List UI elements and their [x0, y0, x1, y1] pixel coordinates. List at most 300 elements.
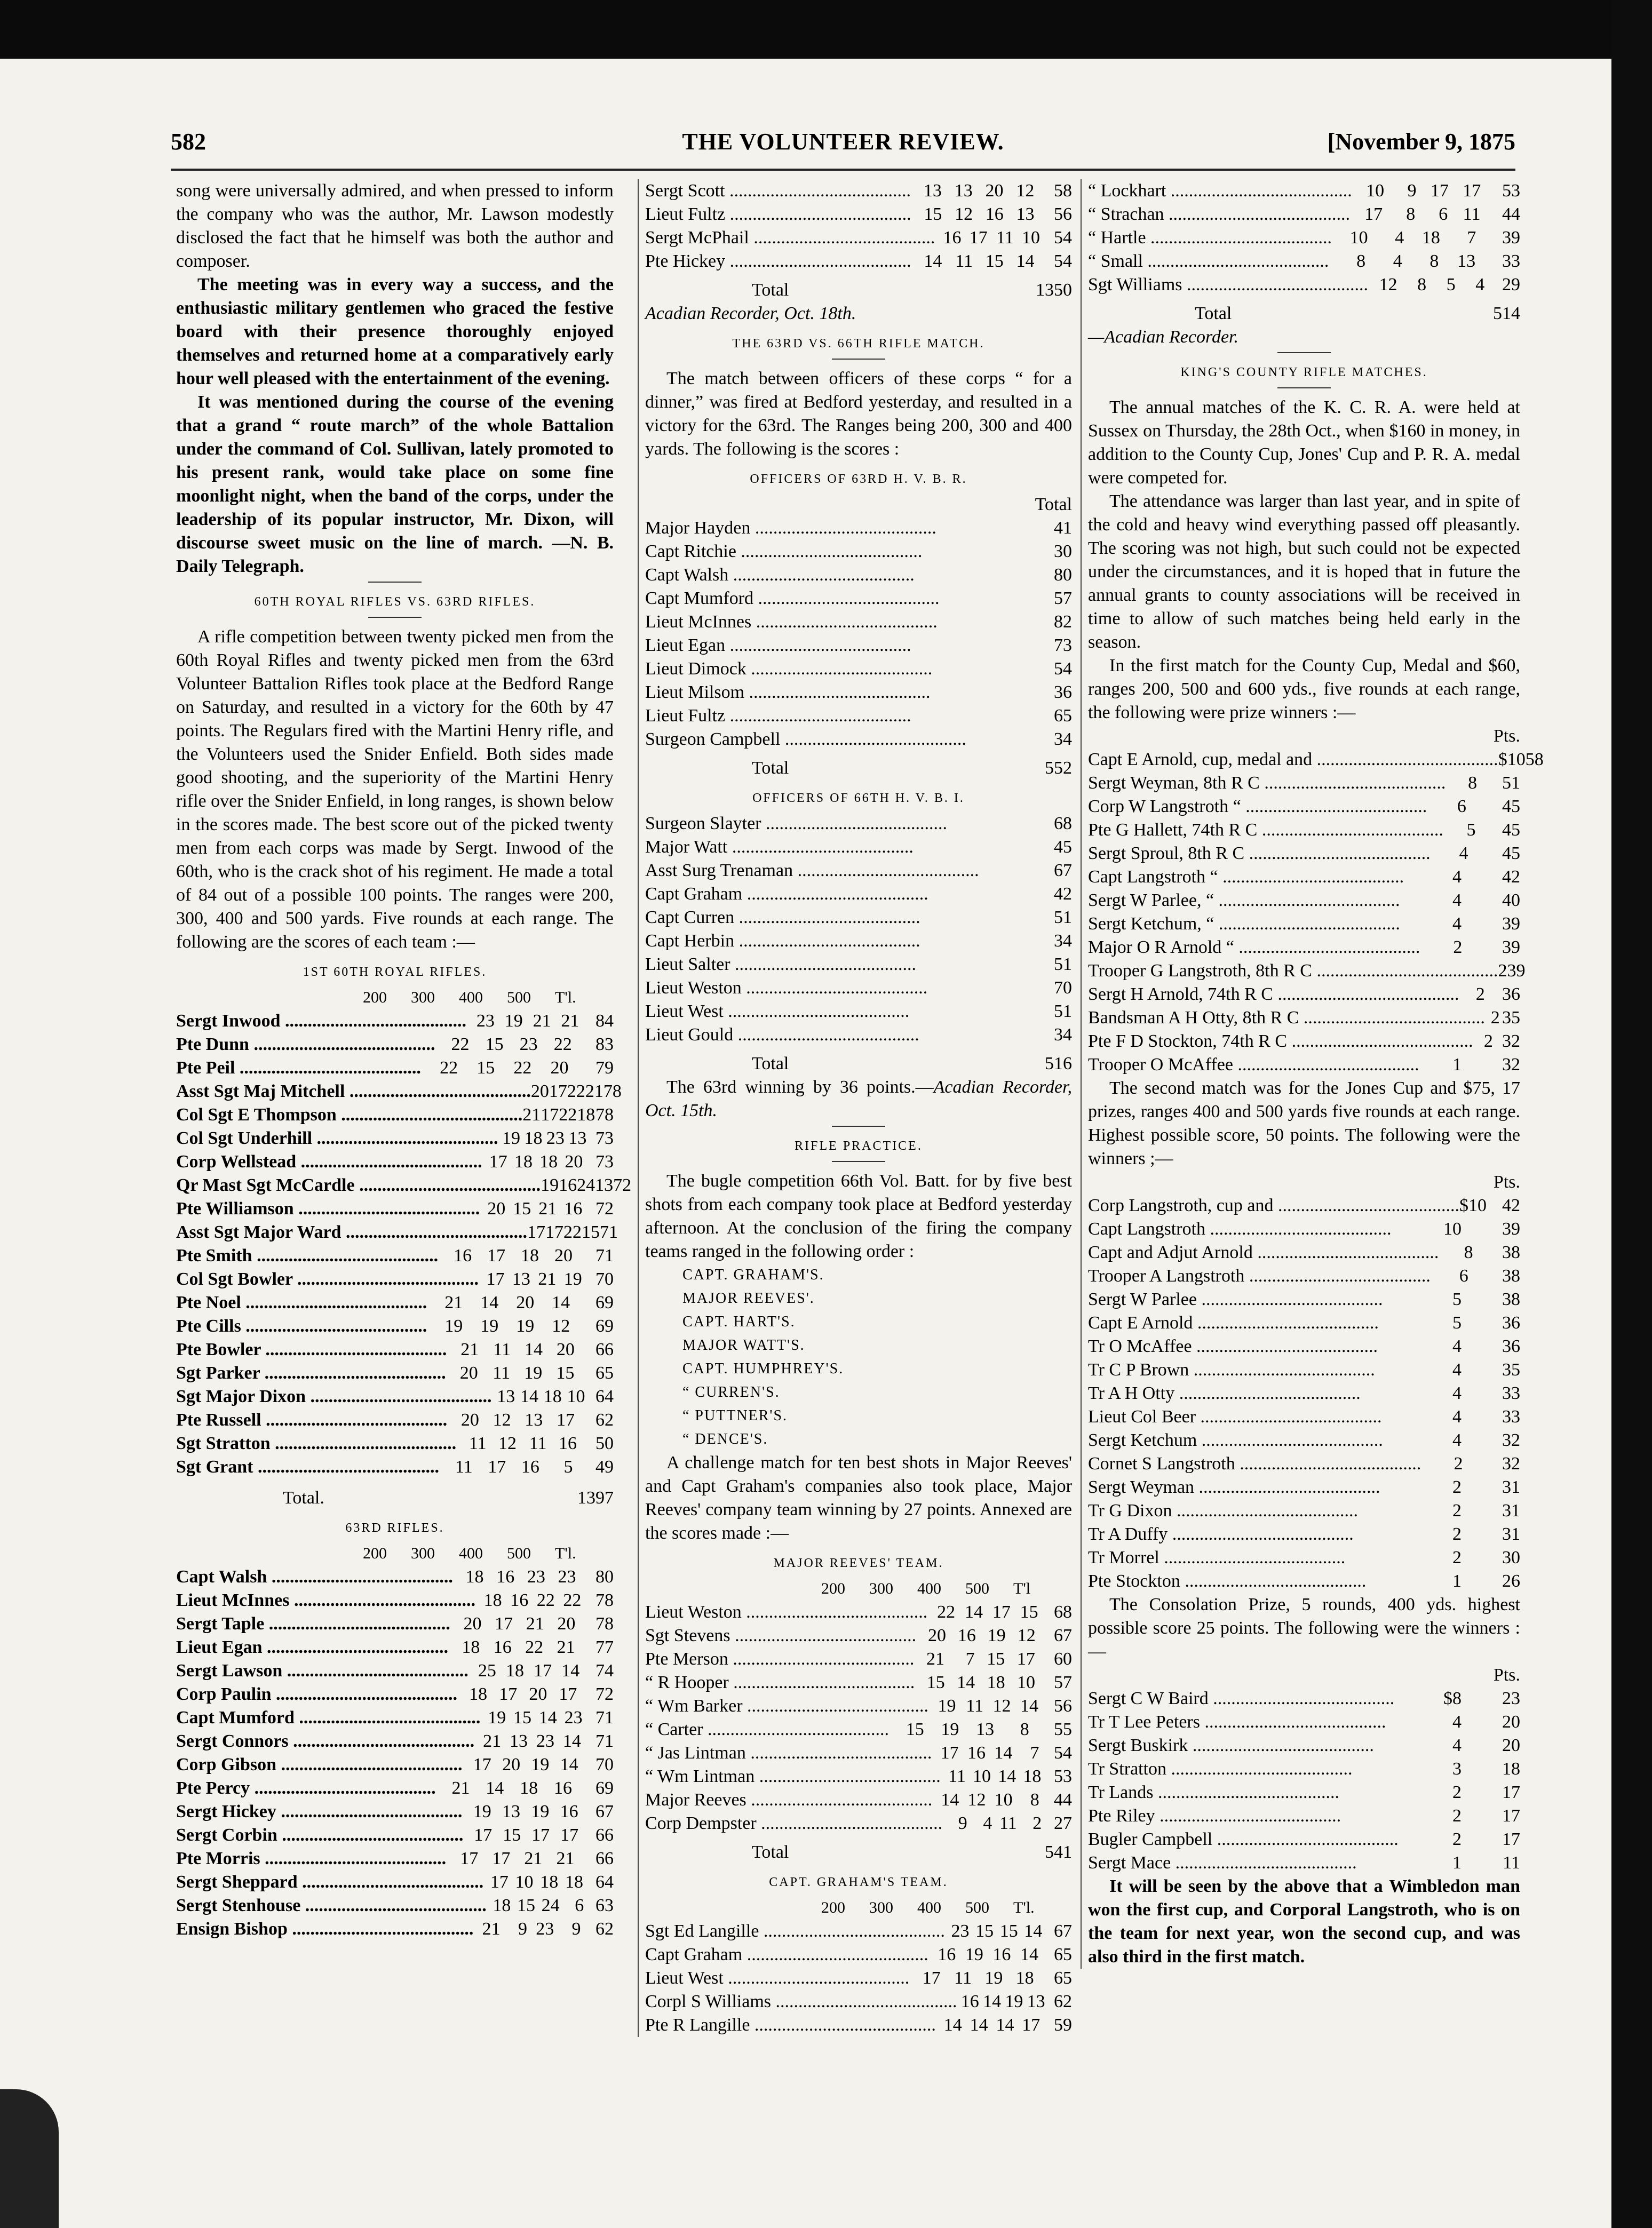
row-value: 31 — [1502, 1501, 1520, 1521]
row-value: 20 — [928, 1626, 947, 1645]
row-value: 62 — [1054, 1992, 1073, 2011]
paragraph: The meeting was in every way a success, and the enthusiastic military gentlemen who graced the festive board with their presence thoroughly enjoyed themselves and returned home at a comparatively early hour well pleased with the entertainment of the evening. — [176, 275, 614, 388]
table-row — [176, 1315, 614, 1338]
row-value: 13 — [512, 1269, 530, 1289]
row-name: Cornet S Langstroth ........................................ — [1088, 1454, 1421, 1474]
row-value: 17 — [922, 1968, 941, 1988]
row-value: 19 — [480, 1316, 499, 1336]
row-value: 73 — [1054, 635, 1072, 655]
row-name: Lieut Egan ........................................ — [645, 635, 911, 655]
row-value: 57 — [1053, 1673, 1072, 1692]
row-value: 82 — [1054, 612, 1072, 632]
table-header: Pts. — [1493, 1172, 1520, 1192]
row-value: 2 — [1498, 961, 1507, 981]
row-value: 18 — [462, 1637, 480, 1657]
table-row — [176, 1197, 614, 1221]
row-value: 20 — [460, 1410, 479, 1430]
table-row — [176, 1080, 622, 1103]
row-value: 35 — [1502, 1008, 1520, 1028]
row-value: 2 — [1452, 1829, 1462, 1849]
table-header: Pts. — [1493, 726, 1520, 746]
row-value: 13 — [1027, 1992, 1045, 2011]
table-row — [645, 1718, 1072, 1741]
row-value: 19 — [502, 1128, 520, 1148]
row-value: 33 — [1502, 251, 1520, 271]
row-value: 33 — [1502, 1407, 1520, 1427]
row-name: Major Watt ........................................ — [645, 837, 914, 857]
row-value: 17 — [992, 1602, 1011, 1622]
row-value: 38 — [1502, 1290, 1520, 1309]
row-value: 18 — [483, 1590, 502, 1610]
row-name: Sergt C W Baird ........................................ — [1088, 1689, 1395, 1708]
row-value: 68 — [1054, 814, 1072, 833]
row-value: 58 — [1054, 181, 1073, 201]
row-value: 15 — [513, 1708, 531, 1728]
row-name: “ Wm Lintman ........................................ — [645, 1767, 941, 1786]
table-row — [1088, 1006, 1520, 1030]
table-row — [1088, 1523, 1520, 1546]
row-value: 20 — [530, 1081, 549, 1101]
row-value: 23 — [1502, 1689, 1520, 1708]
table-row — [176, 1683, 614, 1706]
row-value: 17 — [1430, 181, 1449, 201]
row-name: Capt Mumford ........................................ — [645, 588, 940, 608]
row-value: 41 — [1054, 518, 1072, 538]
row-value: 8 — [1406, 204, 1416, 224]
row-value: 56 — [1053, 1696, 1072, 1716]
row-value: 11 — [529, 1434, 547, 1453]
row-value: 21 — [460, 1340, 479, 1359]
row-value: 10 — [1021, 228, 1040, 248]
section-divider — [1277, 387, 1331, 388]
row-value: 44 — [1502, 204, 1521, 224]
row-value: 21 — [483, 1731, 502, 1751]
section-title: THE 63RD VS. 66TH RIFLE MATCH. — [732, 337, 985, 351]
row-value: 16 — [559, 1175, 577, 1195]
row-name: Sergt H Arnold, 74th R C ........................................ — [1088, 984, 1459, 1004]
row-value: 14 — [562, 1731, 581, 1751]
table-row — [176, 1056, 614, 1080]
row-value: 49 — [595, 1457, 614, 1477]
page-number: 582 — [171, 129, 206, 155]
row-value: 16 — [943, 228, 962, 248]
team-title: OFFICERS OF 66TH H. V. B. I. — [752, 791, 965, 805]
table-row — [176, 1432, 614, 1455]
row-name: Lieut Weston ........................................ — [645, 1602, 928, 1622]
row-value: 12 — [1017, 1626, 1036, 1645]
row-value: 51 — [1054, 954, 1072, 974]
row-value: 11 — [954, 1968, 972, 1988]
row-value: 11 — [1463, 204, 1481, 224]
row-value: 4 — [1452, 1336, 1462, 1356]
row-name: Surgeon Campbell ........................................ — [645, 729, 966, 749]
row-name: Sergt Ketchum ........................................ — [1088, 1430, 1383, 1450]
row-name: Sgt Major Dixon ........................................ — [176, 1387, 492, 1406]
row-value: 83 — [595, 1035, 614, 1054]
source-credit: —Acadian Recorder. — [1088, 327, 1239, 347]
column-2 — [638, 179, 1072, 2037]
row-name: “ Hartle ........................................ — [1088, 228, 1332, 248]
row-value: 18 — [565, 1872, 583, 1892]
page-title: THE VOLUNTEER REVIEW. — [682, 129, 1004, 155]
row-value: 72 — [595, 1684, 614, 1704]
row-name: “ Carter ........................................ — [645, 1720, 889, 1739]
row-value: 15 — [517, 1896, 536, 1915]
row-value: 19 — [444, 1316, 463, 1336]
row-name: Lieut Milsom ........................................ — [645, 682, 931, 702]
row-value: 13 — [525, 1410, 543, 1430]
row-value: 18 — [1502, 1759, 1520, 1779]
row-name: Capt E Arnold ........................................ — [1088, 1313, 1379, 1333]
row-value: 62 — [595, 1410, 614, 1430]
row-value: 20 — [487, 1199, 506, 1219]
paragraph: A rifle competition between twenty picked men from the 60th Royal Rifles and twenty picked men from the 63rd Volunteer Battalion Rifles took place at the Bedford Range on Saturday, and resulted in a victory for the 60th by 47 points. The Regulars fired with the Martini Henry rifle, and the Volunteers used the Snider Enfield. Both sides made good shooting, and the superiority of the Martini Henry rifle over the Snider Enfield, in long ranges, is shown below in the scores made. The best score out of the picked twenty men from each corps was made by Sergt. Inwood of the 60th, who is the crack shot of his regiment. He made a total of 84 out of a possible 100 points. The ranges were 200, 300, 400 and 500 yards. Five rounds at each range. The following are the scores of each team :— — [176, 627, 614, 952]
row-value: 45 — [1502, 797, 1520, 816]
row-name: Tr A H Otty ........................................ — [1088, 1383, 1361, 1403]
row-name: Tr Morrel ........................................ — [1088, 1548, 1346, 1567]
scan-top-border — [0, 0, 1652, 59]
row-value: 2 — [1453, 937, 1463, 957]
row-value: 65 — [1053, 1945, 1072, 1964]
row-name: Lieut Gould ........................................ — [645, 1025, 919, 1045]
paragraph: It will be seen by the above that a Wimbledon man won the first cup, and Corporal Langstroth, who is on the team for next year, won the second cup, and was also third in the first match. — [1088, 1876, 1520, 1967]
row-value: 14 — [525, 1340, 543, 1359]
row-value: 17 — [1502, 1829, 1520, 1849]
row-value: 11 — [493, 1363, 510, 1383]
row-name: Sergt Buskirk ........................................ — [1088, 1736, 1374, 1755]
prize-table — [1088, 1194, 1520, 1593]
row-value: 18 — [514, 1152, 533, 1172]
table-row — [645, 1601, 1072, 1624]
row-value: 17 — [1463, 181, 1481, 201]
row-value: 64 — [595, 1387, 614, 1406]
prize-table — [1088, 1687, 1520, 1875]
row-value: 4 — [1452, 867, 1462, 887]
row-value: 42 — [1054, 884, 1072, 904]
row-value: 3 — [1452, 1759, 1462, 1779]
row-value: 8 — [1030, 1790, 1039, 1810]
row-name: Capt Walsh ........................................ — [176, 1567, 453, 1587]
row-value: 19 — [563, 1269, 582, 1289]
row-value: 33 — [1502, 1383, 1520, 1403]
row-value: 8 — [1020, 1720, 1029, 1739]
paragraph: A challenge match for ten best shots in Major Reeves' and Capt Graham's companies also took place, Major Reeves' company team winning by 27 points. Annexed are the scores made :— — [645, 1453, 1072, 1543]
row-value: 2 — [1452, 1548, 1462, 1567]
row-name: Pte Bowler ........................................ — [176, 1340, 447, 1359]
row-value: 13 — [954, 181, 973, 201]
table-row — [176, 1455, 614, 1479]
table-row — [176, 1009, 614, 1033]
row-value: 17 — [1364, 204, 1383, 224]
row-name: Capt Herbin ........................................ — [645, 931, 920, 951]
table-row — [1088, 1687, 1520, 1710]
row-name: Pte Noel ........................................ — [176, 1293, 427, 1312]
row-value: 14 — [1016, 251, 1035, 271]
row-value: 11 — [996, 228, 1014, 248]
table-row — [176, 1871, 614, 1894]
row-value: 45 — [1502, 820, 1520, 840]
row-value: 2 — [1452, 1524, 1462, 1544]
row-value: 14 — [998, 1767, 1016, 1786]
table-row — [1088, 795, 1520, 818]
paragraph: It was mentioned during the course of the evening that a grand “ route march” of the whole Battalion under the command of Col. Sullivan, lately promoted to his present rank, would take place on some fine moonlight night, when the band of the corps, under the leadership of its popular instructor, Mr. Dixon, will discourse sweet music on the line of march. —N. B. Daily Telegraph. — [176, 392, 614, 576]
row-value: 20 — [550, 1058, 569, 1078]
row-value: 19 — [987, 1626, 1006, 1645]
row-value: 14 — [561, 1661, 580, 1681]
row-value: 1 — [1452, 1571, 1462, 1591]
row-value: 26 — [1502, 1571, 1520, 1591]
row-value: 22 — [513, 1058, 532, 1078]
row-value: 13 — [502, 1802, 521, 1821]
row-value: 13 — [923, 181, 942, 201]
table-header: 200 300 400 500 T'l. — [363, 1545, 576, 1562]
row-value: 14 — [520, 1387, 539, 1406]
table-row — [645, 1920, 1072, 1943]
score-table — [1088, 179, 1520, 297]
row-value: 8 — [1464, 1243, 1473, 1262]
row-name: Sgt Williams ........................................ — [1088, 275, 1369, 295]
row-name: Capt Langstroth “ ........................................ — [1088, 867, 1404, 887]
header-rule — [171, 169, 1515, 171]
row-value: 78 — [595, 1614, 614, 1634]
row-value: 79 — [595, 1058, 614, 1078]
row-value: 2 — [1475, 984, 1485, 1004]
row-value: 15 — [476, 1058, 495, 1078]
paragraph: The Consolation Prize, 5 rounds, 400 yds. highest possible score 25 points. The following were the winners :— — [1088, 1595, 1520, 1661]
row-value: 22 — [559, 1105, 577, 1125]
row-value: 4 — [1395, 228, 1404, 248]
row-name: Lieut McInnes ........................................ — [176, 1590, 475, 1610]
row-value: 4 — [1393, 251, 1402, 271]
row-value: 63 — [595, 1896, 614, 1915]
row-name: “ R Hooper ........................................ — [645, 1673, 915, 1692]
row-value: 16 — [960, 1992, 979, 2011]
row-value: 2 — [1452, 1806, 1462, 1826]
row-value: $10 — [1498, 750, 1526, 769]
team-title: CAPT. GRAHAM'S TEAM. — [769, 1875, 948, 1889]
row-value: 23 — [558, 1567, 576, 1587]
row-name: “ Small ........................................ — [1088, 251, 1329, 271]
row-value: 54 — [1054, 1743, 1072, 1763]
row-name: Tr G Dixon ........................................ — [1088, 1501, 1358, 1521]
table-row — [176, 1291, 614, 1315]
row-value: 5 — [1452, 1313, 1462, 1333]
row-value: 5 — [1446, 275, 1456, 295]
row-name: Pte Peil ........................................ — [176, 1058, 421, 1078]
row-value: 23 — [536, 1919, 554, 1939]
row-name: Sergt Hickey ........................................ — [176, 1802, 463, 1821]
row-name: Lieut Weston ........................................ — [645, 978, 928, 998]
row-name: “ Wm Barker ........................................ — [645, 1696, 929, 1716]
row-value: 17 — [969, 228, 988, 248]
table-row — [1088, 959, 1526, 983]
row-value: 15 — [581, 1222, 600, 1242]
table-row — [645, 976, 1072, 1000]
row-value: 34 — [1054, 1025, 1072, 1045]
row-value: 74 — [595, 1661, 614, 1681]
row-value: 51 — [1502, 773, 1520, 793]
table-row — [1088, 1311, 1520, 1335]
row-value: 14 — [964, 1602, 983, 1622]
row-value: 70 — [1054, 978, 1072, 998]
row-value: 17 — [1022, 2015, 1041, 2035]
score-table — [176, 1009, 632, 1479]
row-value: 32 — [1502, 1430, 1520, 1450]
table-row — [645, 882, 1072, 906]
table-row — [645, 681, 1072, 704]
table-row — [645, 226, 1072, 250]
row-value: 20 — [502, 1755, 521, 1775]
row-name: Lieut Fultz ........................................ — [645, 204, 911, 224]
row-value: 17 — [489, 1152, 507, 1172]
row-value: 65 — [1054, 706, 1072, 726]
team-order-item: “ PUTTNER'S. — [682, 1407, 788, 1424]
table-total-row: Total. 1397 — [283, 1488, 614, 1508]
row-name: Pte Merson ........................................ — [645, 1649, 915, 1669]
row-value: 23 — [951, 1921, 970, 1941]
row-name: Capt Ritchie ........................................ — [645, 542, 923, 561]
table-row — [176, 1565, 614, 1589]
row-name: Sergt McPhail ........................................ — [645, 228, 935, 248]
table-row — [176, 1917, 614, 1941]
row-name: Sgt Stratton ........................................ — [176, 1434, 457, 1453]
table-row — [645, 587, 1072, 610]
row-value: 8 — [1356, 251, 1366, 271]
row-value: 18 — [577, 1105, 595, 1125]
row-name: Lieut Salter ........................................ — [645, 954, 917, 974]
table-row — [176, 1847, 614, 1871]
row-value: 20 — [556, 1340, 575, 1359]
row-value: 67 — [1054, 1921, 1073, 1941]
table-row — [1088, 1757, 1520, 1781]
row-name: Capt and Adjut Arnold ........................................ — [1088, 1243, 1439, 1262]
row-value: 22 — [563, 1222, 582, 1242]
table-row — [176, 1338, 614, 1362]
row-value: 7 — [1030, 1743, 1039, 1763]
row-name: Capt Graham ........................................ — [645, 1945, 928, 1964]
section-divider — [832, 1161, 885, 1162]
row-value: 18 — [1421, 228, 1440, 248]
row-value: 4 — [983, 1813, 992, 1833]
section-title: RIFLE PRACTICE. — [795, 1139, 923, 1153]
row-value: 19 — [984, 1968, 1003, 1988]
row-value: 18 — [520, 1778, 538, 1798]
table-row — [1088, 936, 1520, 959]
table-row — [645, 563, 1072, 587]
row-value: 17 — [460, 1849, 479, 1868]
row-value: 14 — [970, 2015, 988, 2035]
row-value: 14 — [943, 2015, 962, 2035]
table-row — [1088, 771, 1520, 795]
row-value: 14 — [486, 1778, 504, 1798]
row-name: Trooper A Langstroth ........................................ — [1088, 1266, 1431, 1286]
row-value: 2 — [1490, 1008, 1500, 1028]
row-value: 18 — [1023, 1767, 1042, 1786]
score-table — [645, 1601, 1072, 1835]
row-value: 19 — [531, 1755, 550, 1775]
row-name: Sgt Stevens ........................................ — [645, 1626, 917, 1645]
table-row — [1088, 1264, 1520, 1288]
table-row — [176, 1174, 632, 1197]
row-value: 2 — [1032, 1813, 1042, 1833]
row-name: Sergt Sproul, 8th R C ........................................ — [1088, 844, 1431, 863]
row-value: 18 — [493, 1896, 511, 1915]
table-total-row: Total 514 — [1195, 304, 1520, 323]
row-value: 20 — [985, 181, 1004, 201]
row-value: 2 — [1452, 1783, 1462, 1802]
table-row — [645, 1943, 1072, 1967]
row-value: 34 — [1054, 931, 1072, 951]
row-value: 45 — [1054, 837, 1072, 857]
row-value: 39 — [1502, 1219, 1520, 1239]
table-row — [645, 1812, 1072, 1835]
row-name: Sergt Inwood ........................................ — [176, 1011, 467, 1031]
row-value: $8 — [1443, 1689, 1462, 1708]
page-date: [November 9, 1875 — [1327, 129, 1515, 155]
team-title: MAJOR REEVES' TEAM. — [773, 1556, 944, 1570]
row-value: 30 — [1502, 1548, 1520, 1567]
row-value: 14 — [957, 1673, 975, 1692]
table-row — [645, 634, 1072, 657]
row-name: Sergt Stenhouse ........................................ — [176, 1896, 487, 1915]
row-value: 53 — [1053, 1767, 1072, 1786]
row-value: 22 — [553, 1035, 572, 1054]
table-row — [645, 1967, 1072, 1990]
row-name: Pte Cills ........................................ — [176, 1316, 427, 1336]
row-value: 4 — [1452, 1407, 1462, 1427]
row-value: 16 — [558, 1434, 577, 1453]
row-name: Bugler Campbell ........................................ — [1088, 1829, 1399, 1849]
row-value: 7 — [965, 1649, 975, 1669]
row-value: 20 — [565, 1152, 583, 1172]
row-name: “ Strachan ........................................ — [1088, 204, 1351, 224]
row-name: Capt E Arnold, cup, medal and ........................................ — [1088, 750, 1498, 769]
row-value: 23 — [519, 1035, 538, 1054]
row-value: 10 — [994, 1790, 1013, 1810]
row-value: 18 — [543, 1387, 562, 1406]
row-value: 11 — [468, 1434, 487, 1453]
table-row — [645, 728, 1072, 751]
row-name: Sergt Ketchum, “ ........................................ — [1088, 914, 1400, 934]
table-row — [645, 2014, 1072, 2037]
row-value: 15 — [999, 1921, 1018, 1941]
row-value: 21 — [538, 1199, 557, 1219]
row-value: 2 — [1454, 1454, 1463, 1474]
row-value: 17 — [1502, 1806, 1520, 1826]
row-value: 19 — [1005, 1992, 1023, 2011]
row-value: 1 — [1452, 1055, 1462, 1075]
row-value: 11 — [493, 1340, 511, 1359]
column-3 — [1081, 179, 1544, 1969]
table-row — [1088, 865, 1520, 889]
table-row — [1088, 1288, 1520, 1311]
row-name: Pte Stockton ........................................ — [1088, 1571, 1367, 1591]
row-value: 2 — [1483, 1031, 1493, 1051]
row-name: Capt Mumford ........................................ — [176, 1708, 481, 1728]
row-value: 19 — [938, 1696, 956, 1716]
row-value: 58 — [1525, 750, 1544, 769]
table-row — [645, 1023, 1072, 1047]
row-name: Major Hayden ........................................ — [645, 518, 936, 538]
table-row — [645, 1671, 1072, 1694]
row-value: 77 — [595, 1637, 614, 1657]
table-row — [176, 1894, 614, 1917]
table-row — [1088, 1710, 1520, 1734]
row-value: 21 — [526, 1614, 544, 1634]
row-value: 16 — [938, 1945, 956, 1964]
row-name: Lieut West ........................................ — [645, 1001, 910, 1021]
row-value: 10 — [1349, 228, 1368, 248]
